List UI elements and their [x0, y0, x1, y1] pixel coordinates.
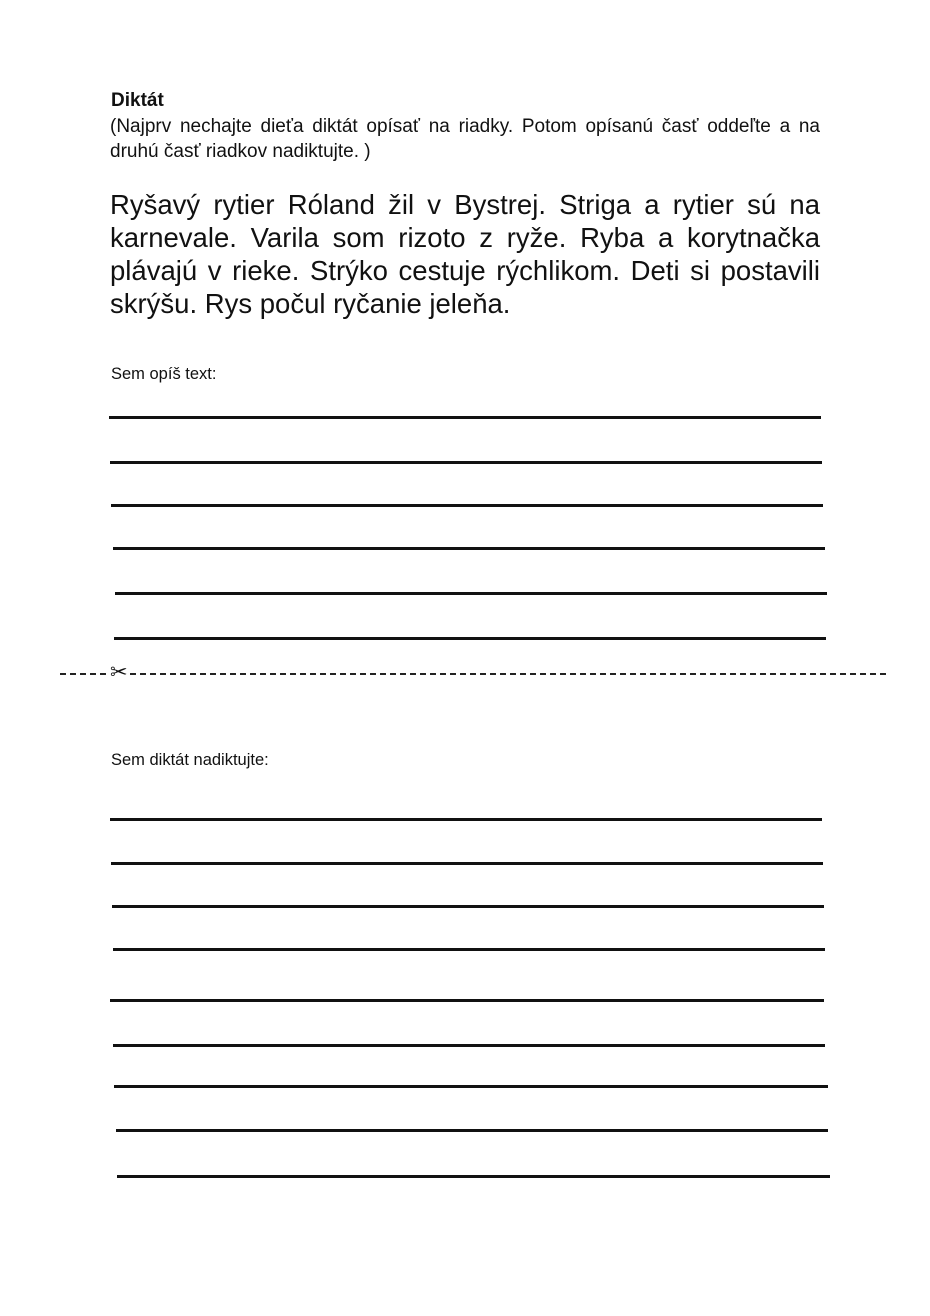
dictate-writing-line[interactable]	[113, 1044, 825, 1047]
dictate-writing-line[interactable]	[111, 862, 823, 865]
copy-writing-line[interactable]	[114, 637, 826, 640]
scissors-icon: ✂	[110, 660, 128, 684]
dictate-writing-line[interactable]	[113, 948, 825, 951]
copy-writing-line[interactable]	[115, 592, 827, 595]
cut-line	[60, 660, 886, 684]
dictate-writing-line[interactable]	[110, 999, 824, 1002]
copy-writing-line[interactable]	[110, 461, 822, 464]
dictate-writing-line[interactable]	[112, 905, 824, 908]
copy-writing-line[interactable]	[113, 547, 825, 550]
dashed-cut-line	[60, 673, 886, 675]
dictation-text: Ryšavý rytier Róland žil v Bystrej. Striga a rytier sú na karnevale. Varila som rizoto z ryže. Ryba a korytnačka plávajú v rieke. Strýko cestuje rýchlikom. Deti si postavili skrýšu. Rys počul ryčanie jeleňa.	[110, 189, 820, 319]
dictate-writing-line[interactable]	[110, 818, 822, 821]
dictate-writing-line[interactable]	[116, 1129, 828, 1132]
dictate-writing-line[interactable]	[114, 1085, 828, 1088]
copy-writing-line[interactable]	[109, 416, 821, 419]
instruction-text: (Najprv nechajte dieťa diktát opísať na riadky. Potom opísanú časť oddeľte a na druhú časť riadkov nadiktujte. )	[110, 116, 820, 162]
worksheet-title: Diktát	[111, 90, 164, 111]
dictate-section-label: Sem diktát nadiktujte:	[111, 751, 269, 769]
copy-writing-line[interactable]	[111, 504, 823, 507]
copy-section-label: Sem opíš text:	[111, 365, 217, 383]
dictate-writing-line[interactable]	[117, 1175, 830, 1178]
